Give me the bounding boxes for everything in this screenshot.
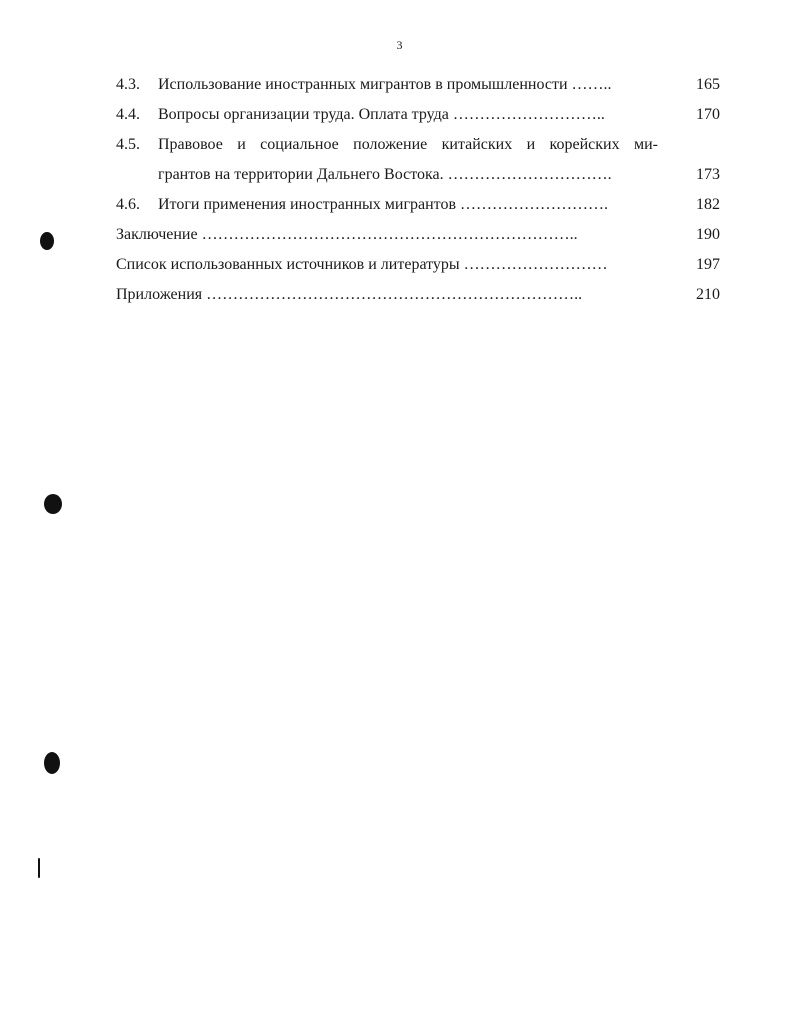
table-of-contents (116, 70, 720, 310)
binder-hole-mark (44, 494, 62, 514)
toc-entry-page: 173 (696, 166, 720, 183)
toc-entry-4-3 (116, 70, 720, 100)
toc-entry-page: 182 (696, 196, 720, 213)
binder-hole-mark (44, 752, 60, 774)
toc-entry-number: 4.4. (116, 106, 140, 123)
scan-artifact-mark (38, 858, 40, 878)
toc-entry-4-6 (116, 190, 720, 220)
toc-entry-sources (116, 250, 720, 280)
toc-entry-4-4 (116, 100, 720, 130)
toc-entry-number: 4.3. (116, 76, 140, 93)
toc-entry-page: 197 (696, 256, 720, 273)
toc-entry-page: 210 (696, 286, 720, 303)
toc-entry-title: Приложения …………………………………………………………….. (116, 286, 583, 303)
toc-entry-4-5-continued (116, 160, 720, 190)
toc-entry-title: Правовое и социальное положение китайских и корейских ми- (158, 136, 658, 153)
toc-entry-appendices (116, 280, 720, 310)
toc-entry-4-5 (116, 130, 720, 160)
toc-entry-page: 190 (696, 226, 720, 243)
toc-entry-title: Вопросы организации труда. Оплата труда ……………………….. (158, 106, 605, 123)
toc-entry-page: 165 (696, 76, 720, 93)
toc-entry-title: Итоги применения иностранных мигрантов ………………………. (158, 196, 608, 213)
toc-entry-number: 4.6. (116, 196, 140, 213)
toc-entry-title: грантов на территории Дальнего Востока. …………………………. (158, 166, 612, 183)
page-number: 3 (396, 38, 403, 52)
toc-entry-number: 4.5. (116, 136, 140, 153)
toc-entry-title: Заключение …………………………………………………………….. (116, 226, 578, 243)
toc-entry-conclusion (116, 220, 720, 250)
binder-hole-mark (40, 232, 54, 250)
toc-entry-page: 170 (696, 106, 720, 123)
toc-entry-title: Использование иностранных мигрантов в промышленности …….. (158, 76, 612, 93)
toc-entry-title: Список использованных источников и литературы ……………………… (116, 256, 608, 273)
